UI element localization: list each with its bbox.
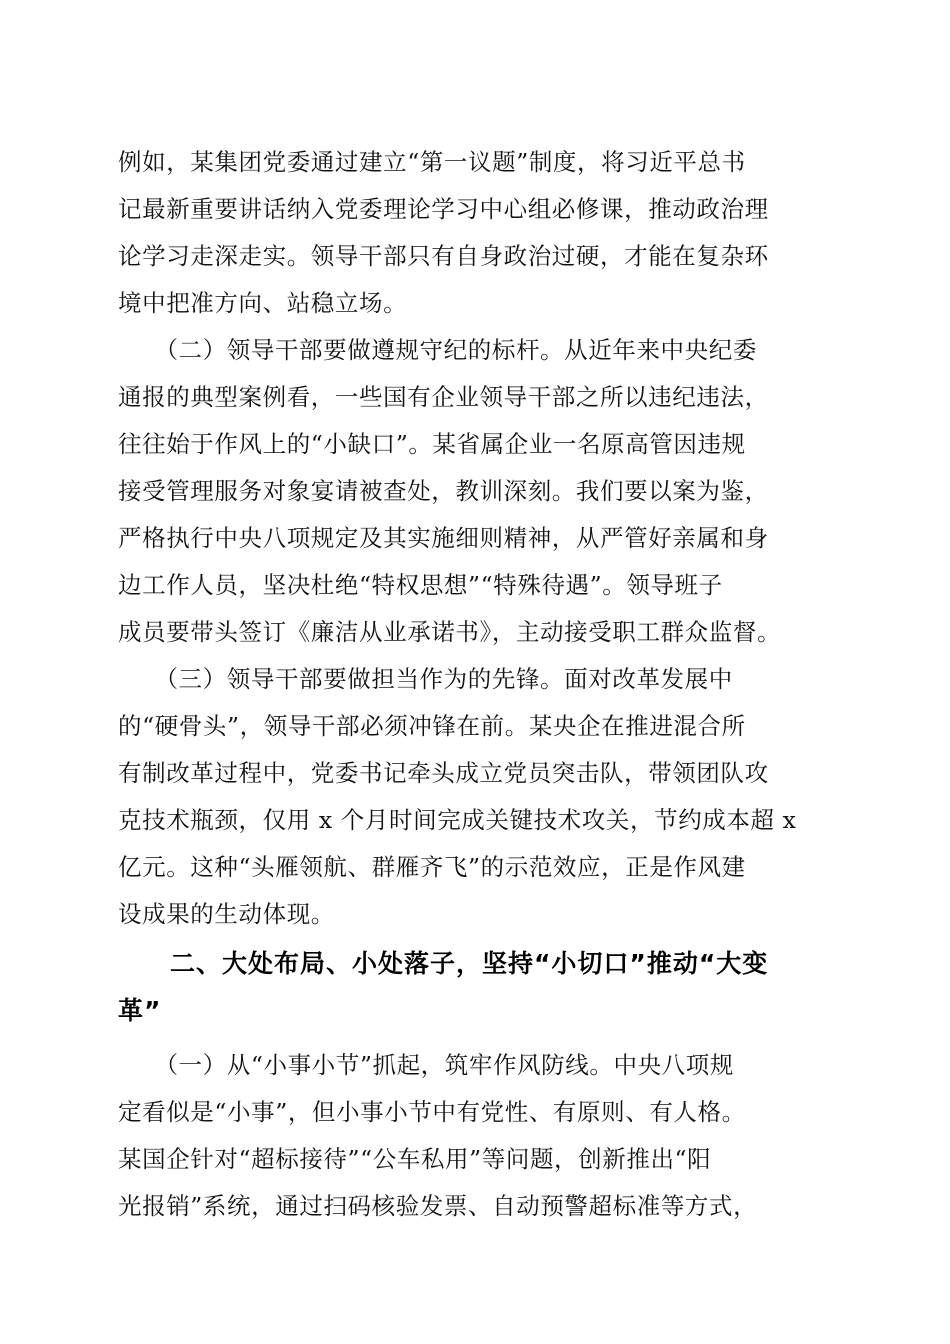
- section-heading-line: 二、大处布局、小处落子，坚持“小切口”推动“大变: [118, 949, 769, 978]
- subheading-line: （二）领导干部要做遵规守纪的标杆。从近年来中央纪委: [118, 336, 757, 364]
- text-line: 亿元。这种“头雁领航、群雁齐飞”的示范效应，正是作风建: [118, 853, 746, 881]
- text-line: 境中把准方向、站稳立场。: [118, 289, 408, 317]
- text-line: 边工作人员，坚决杜绝“特权思想”“特殊待遇”。领导班子: [118, 571, 723, 599]
- text-line: 的“硬骨头”，领导干部必须冲锋在前。某央企在推进混合所: [118, 712, 746, 740]
- text-line: 论学习走深走实。领导干部只有自身政治过硬，才能在复杂环: [118, 242, 769, 270]
- subheading-line: （一）从“小事小节”抓起，筑牢作风防线。中央八项规: [118, 1051, 734, 1079]
- text-line: 往往始于作风上的“小缺口”。某省属企业一名原高管因违规: [118, 430, 746, 458]
- text-line: 通报的典型案例看，一些国有企业领导干部之所以违纪违法，: [118, 383, 769, 411]
- text-line: 接受管理服务对象宴请被查处，教训深刻。我们要以案为鉴，: [118, 477, 769, 505]
- text-line: 记最新重要讲话纳入党委理论学习中心组必修课，推动政治理: [118, 195, 769, 223]
- text-line: 设成果的生动体现。: [118, 900, 335, 928]
- text-line: 定看似是“小事”，但小事小节中有党性、有原则、有人格。: [118, 1098, 746, 1126]
- text-line: 例如，某集团党委通过建立“第一议题”制度，将习近平总书: [118, 148, 746, 176]
- text-line: 有制改革过程中，党委书记牵头成立党员突击队，带领团队攻: [118, 759, 769, 787]
- text-line: 某国企针对“超标接待”“公车私用”等问题，创新推出“阳: [118, 1145, 712, 1173]
- text-line: 光报销”系统，通过扫码核验发票、自动预警超标准等方式，: [118, 1192, 758, 1220]
- text-line: 严格执行中央八项规定及其实施细则精神，从严管好亲属和身: [118, 524, 769, 552]
- text-line: 克技术瓶颈，仅用 x 个月时间完成关键技术攻关，节约成本超 x: [118, 806, 797, 834]
- text-line: 成员要带头签订《廉洁从业承诺书》，主动接受职工群众监督。: [118, 618, 782, 646]
- section-heading-line: 革”: [118, 996, 162, 1025]
- subheading-line: （三）领导干部要做担当作为的先锋。面对改革发展中: [118, 665, 733, 693]
